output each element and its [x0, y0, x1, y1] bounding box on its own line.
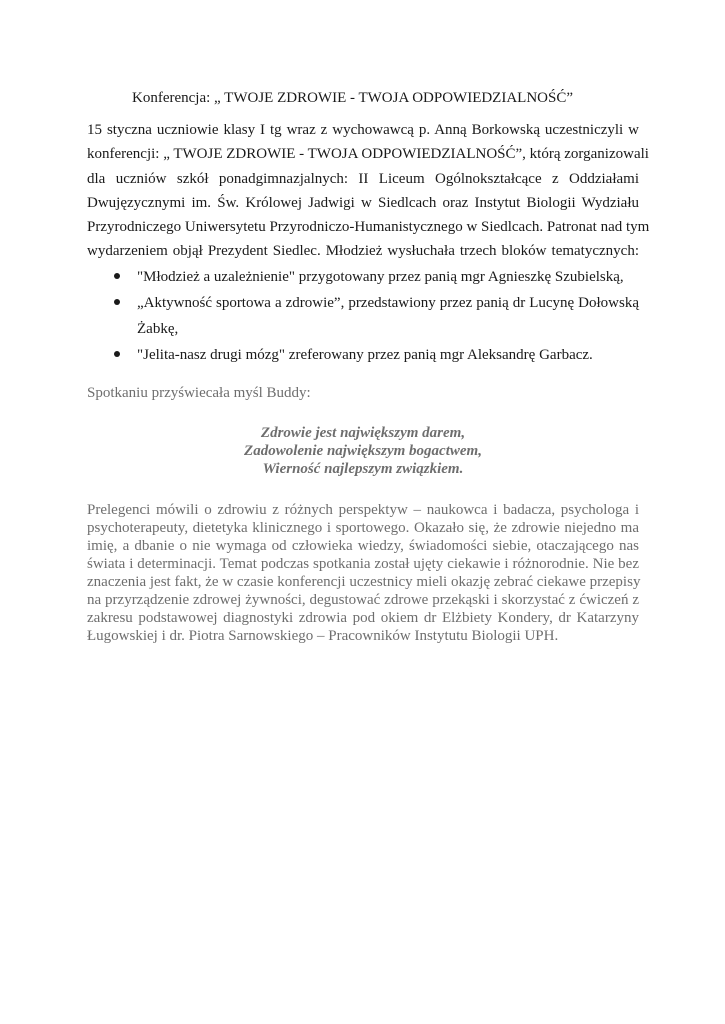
paragraph-line: znaczenia jest fakt, że w czasie konferencji uczestnicy mieli okazję zebrać ciekawe przepisy	[87, 574, 641, 590]
paragraph-line: Prelegenci mówili o zdrowiu z różnych perspektyw – naukowca i badacza, psychologa i	[87, 502, 639, 518]
quote-line: Wierność najlepszym związkiem.	[262, 461, 464, 477]
document-title: Konferencja: „ TWOJE ZDROWIE - TWOJA ODPOWIEDZIALNOŚĆ”	[132, 90, 574, 106]
buddha-intro: Spotkaniu przyświecała myśl Buddy:	[87, 385, 311, 401]
paragraph-line: 15 styczna uczniowie klasy I tg wraz z wychowawcą p. Anną Borkowską uczestniczyli w	[87, 122, 639, 138]
list-item-text: Żabkę,	[137, 321, 179, 337]
quote-line: Zdrowie jest największym darem,	[260, 425, 466, 441]
list-item-text: "Młodzież a uzależnienie" przygotowany przez panią mgr Agnieszkę Szubielską,	[137, 269, 624, 285]
list-item	[109, 264, 639, 290]
paragraph-line: świata i determinacji. Temat podczas spotkania został ujęty ciekawie i różnorodnie. Nie bez	[87, 556, 639, 572]
topics-list	[109, 264, 639, 368]
list-item-text: "Jelita-nasz drugi mózg" zreferowany przez panią mgr Aleksandrę Garbacz.	[137, 347, 593, 363]
bullet-icon	[114, 273, 120, 279]
list-item	[109, 290, 639, 342]
paragraph-line: na przyrządzenie zdrowej żywności, degustować zdrowe przekąski i skorzystać z ćwiczeń z	[87, 592, 639, 608]
list-item	[109, 342, 639, 368]
paragraph-line: Dwujęzycznymi im. Św. Królowej Jadwigi w Siedlcach oraz Instytut Biologii Wydziału	[87, 194, 639, 211]
speakers-paragraph	[87, 501, 639, 645]
paragraph-line: Ługowskiej i dr. Piotra Sarnowskiego – Pracowników Instytutu Biologii UPH.	[87, 628, 559, 644]
quote-line: Zadowolenie największym bogactwem,	[244, 443, 482, 459]
paragraph-line: zakresu podstawowej diagnostyki zdrowia pod okiem dr Elżbiety Kondery, dr Katarzyny	[87, 610, 639, 626]
buddha-quote	[87, 424, 639, 478]
paragraph-line: dla uczniów szkół ponadgimnazjalnych: II Liceum Ogólnokształcące z Oddziałami	[87, 170, 639, 187]
paragraph-line: imię, a dbanie o nie wymaga od człowieka wiedzy, świadomości siebie, otaczającego nas	[87, 538, 639, 554]
intro-paragraph	[87, 118, 650, 264]
list-item-text: „Aktywność sportowa a zdrowie”, przedstawiony przez panią dr Lucynę Dołowską	[137, 295, 639, 311]
bullet-icon	[114, 351, 120, 357]
paragraph-line: konferencji: „ TWOJE ZDROWIE - TWOJA ODPOWIEDZIALNOŚĆ”, którą zorganizowali	[87, 146, 649, 163]
paragraph-line: Przyrodniczego Uniwersytetu Przyrodniczo-Humanistycznego w Siedlcach. Patronat nad tym	[87, 219, 650, 236]
bullet-icon	[114, 299, 120, 305]
paragraph-line: wydarzeniem objął Prezydent Siedlec. Młodzież wysłuchała trzech bloków tematycznych:	[87, 243, 639, 260]
paragraph-line: psychoterapeuty, dietetyka klinicznego i sportowego. Okazało się, że zdrowie niejedno ma	[87, 520, 639, 536]
